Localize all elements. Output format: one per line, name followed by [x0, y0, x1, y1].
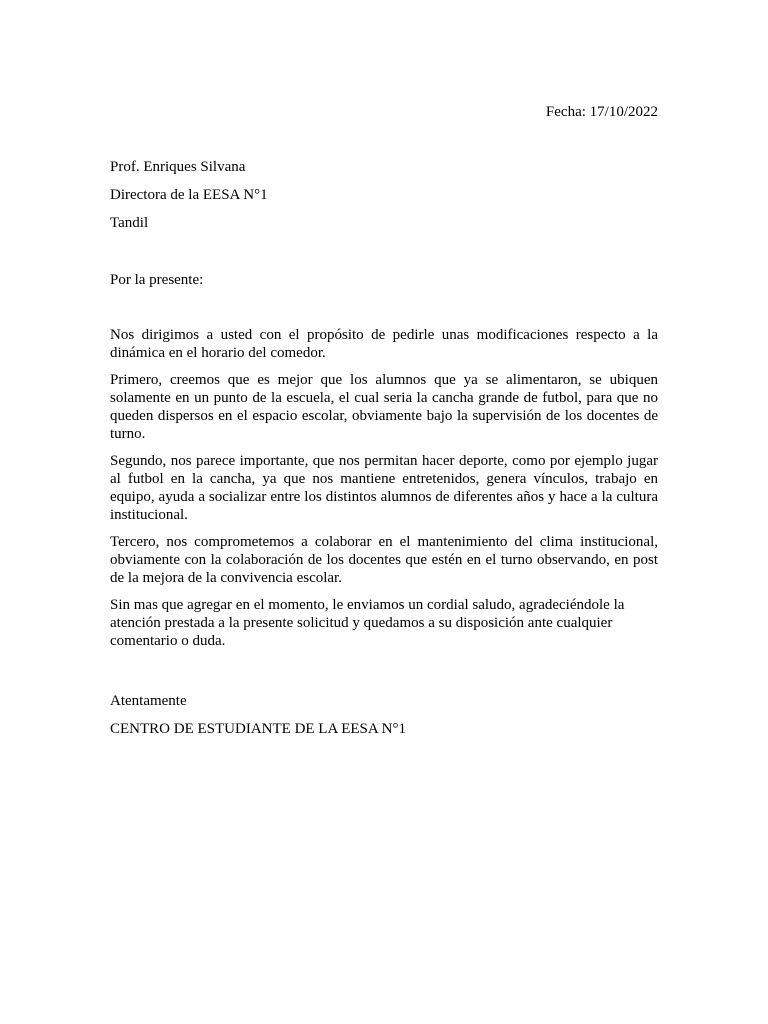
- signature: CENTRO DE ESTUDIANTE DE LA EESA N°1: [110, 721, 406, 737]
- letter-greeting: Por la presente:: [110, 272, 204, 288]
- recipient-city: Tandil: [110, 215, 149, 231]
- letter-date: Fecha: 17/10/2022: [545, 104, 658, 120]
- body-paragraph: Tercero, nos comprometemos a colaborar en el mantenimiento del clima institucional, obviamente con la colaboración de los docentes que estén en el turno observando, en post de la mejora de la convivencia escolar.: [110, 534, 658, 586]
- closing-block: [110, 692, 406, 748]
- body-paragraph: Segundo, nos parece importante, que nos permitan hacer deporte, como por ejemplo jugar al futbol en la cancha, ya que nos mantiene entretenidos, genera vínculos, trabajo en equipo, ayuda a socializar entre los distintos alumnos de diferentes años y hace a la cultura institucional.: [110, 453, 658, 523]
- letter-body: [110, 326, 658, 659]
- recipient-block: [110, 158, 268, 242]
- body-paragraph: Sin mas que agregar en el momento, le enviamos un cordial saludo, agradeciéndole la atención prestada a la presente solicitud y quedamos a su disposición ante cualquier comentario o duda.: [110, 597, 625, 649]
- body-paragraph: Primero, creemos que es mejor que los alumnos que ya se alimentaron, se ubiquen solamente en un punto de la escuela, el cual seria la cancha grande de futbol, para que no queden dispersos en el espacio escolar, obviamente bajo la supervisión de los docentes de turno.: [110, 372, 658, 442]
- recipient-role: Directora de la EESA N°1: [110, 187, 268, 203]
- recipient-name: Prof. Enriques Silvana: [110, 159, 246, 175]
- closing-salutation: Atentamente: [110, 693, 187, 709]
- body-paragraph: Nos dirigimos a usted con el propósito de pedirle unas modificaciones respecto a la dinámica en el horario del comedor.: [110, 327, 658, 361]
